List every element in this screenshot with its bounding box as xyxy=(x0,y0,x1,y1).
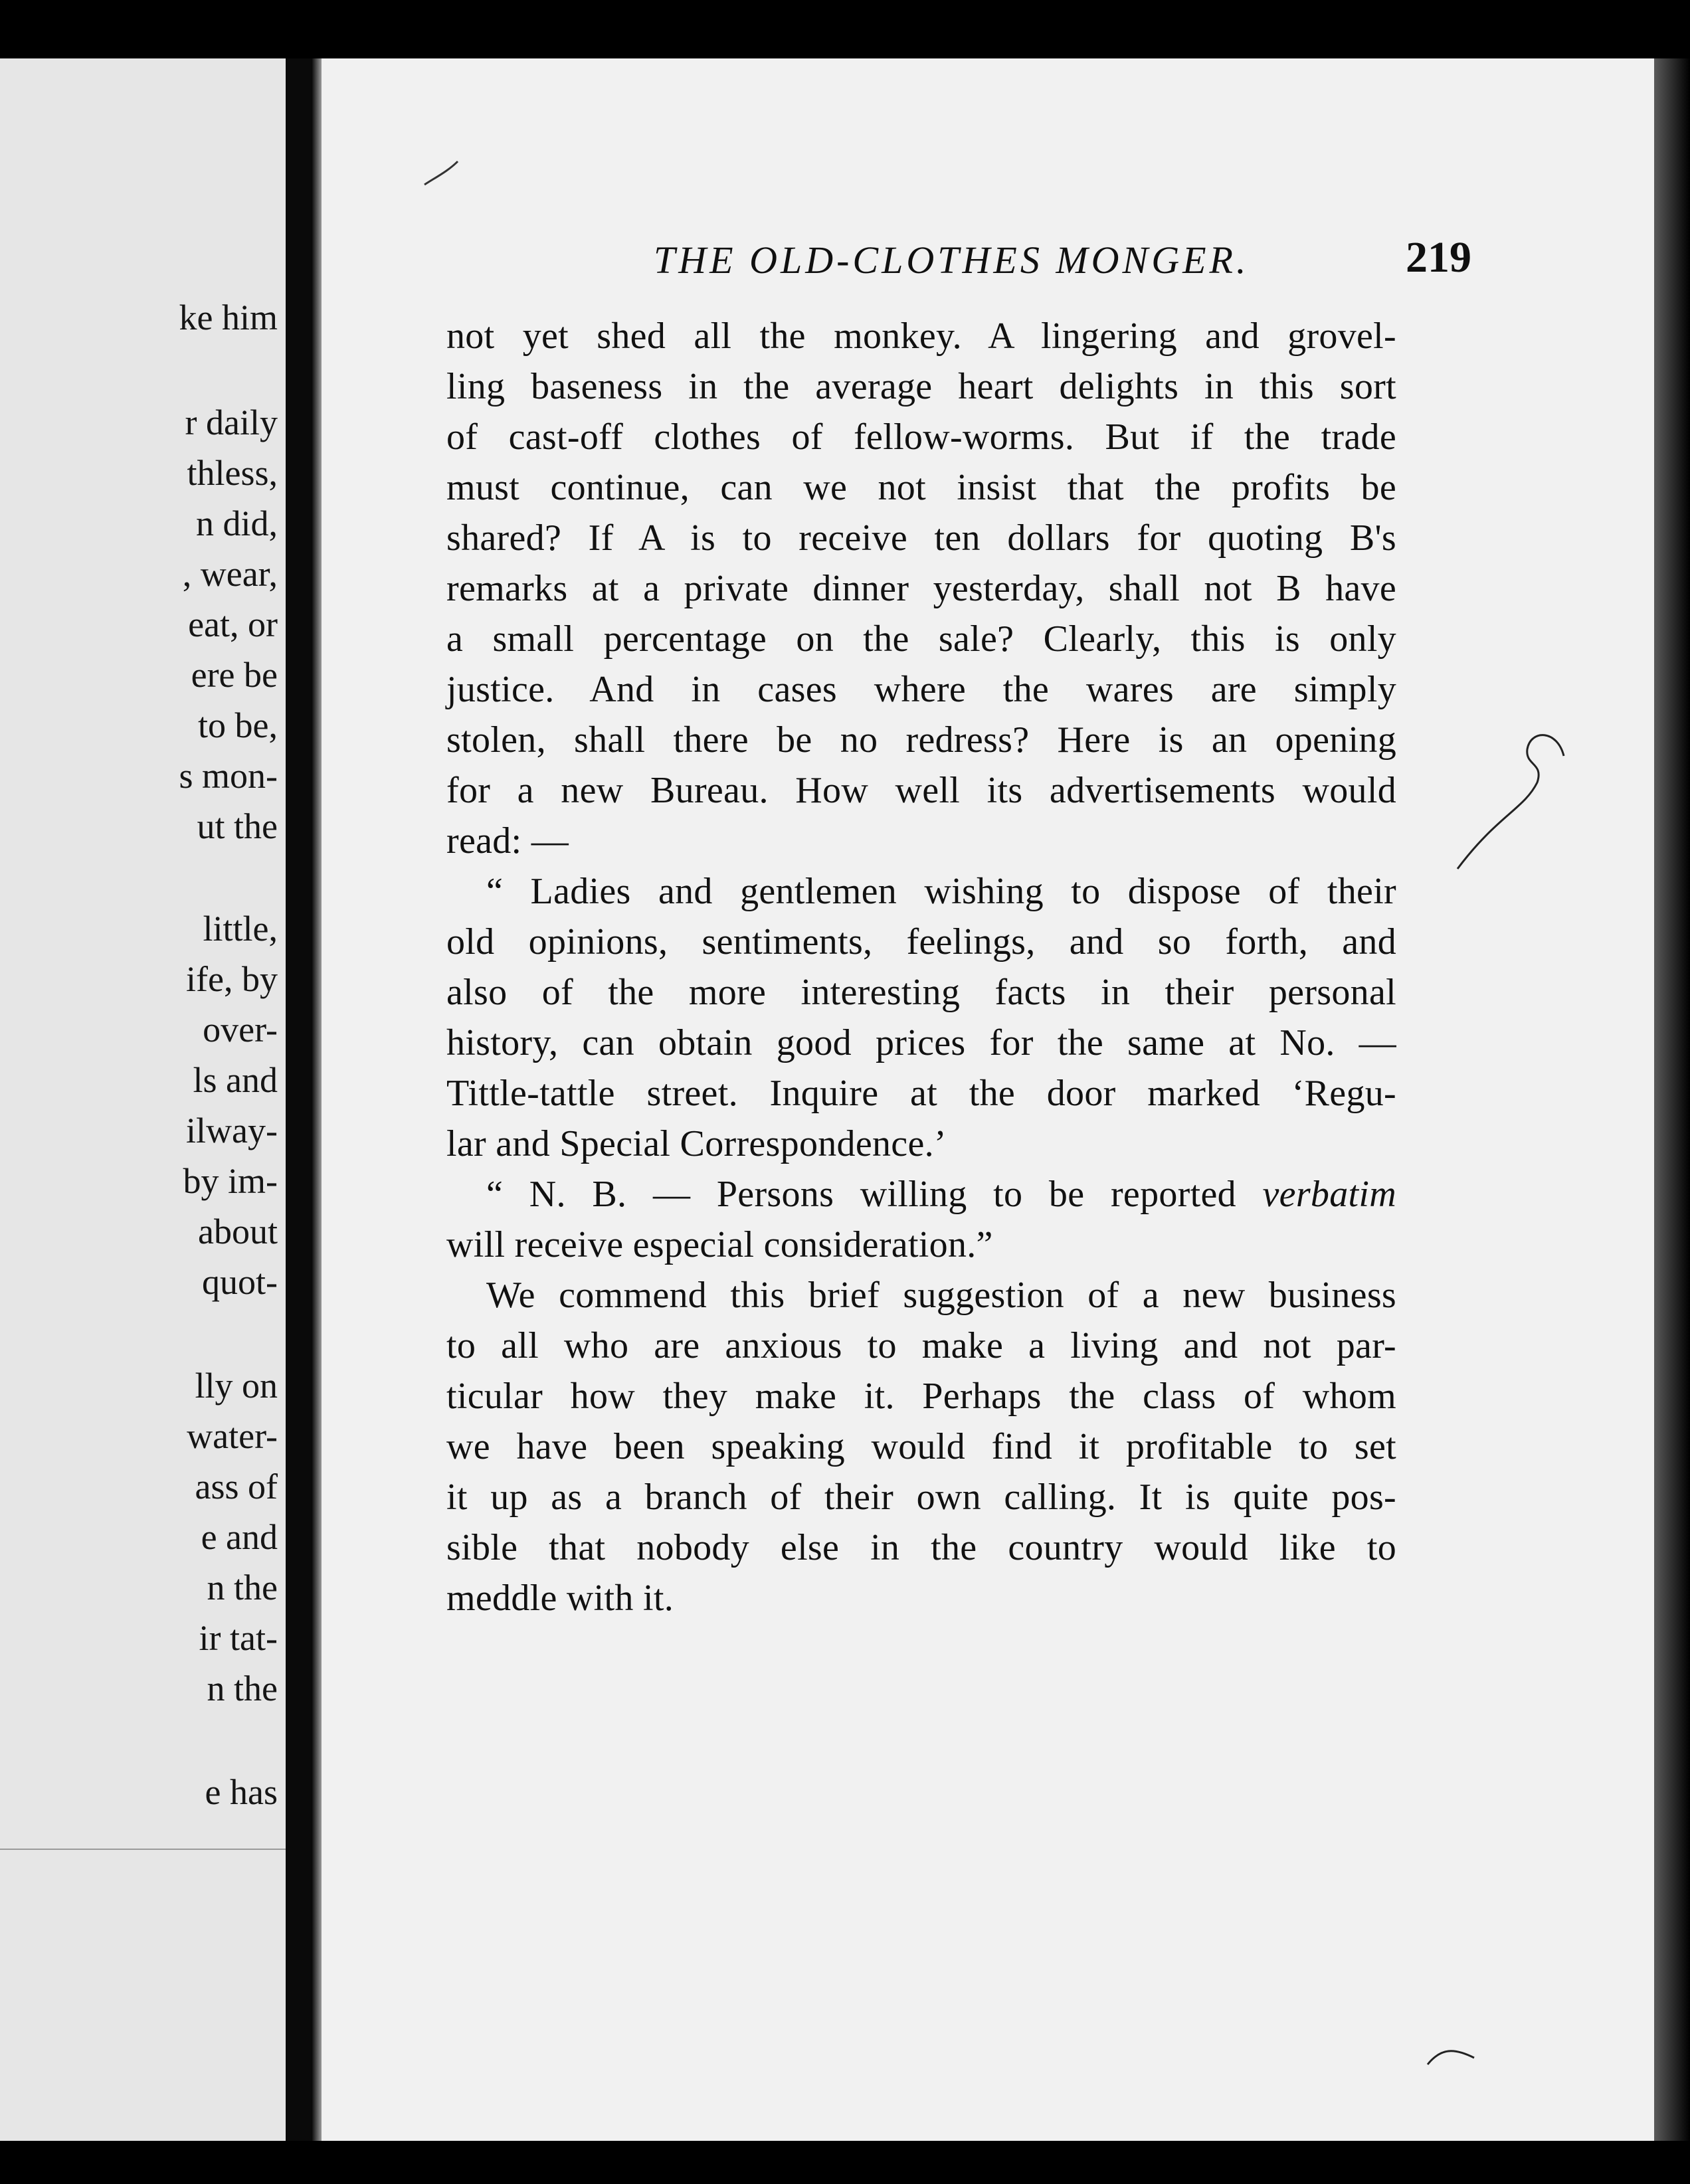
left-page-line: e has xyxy=(205,1772,278,1812)
left-page-line: ass of xyxy=(195,1467,278,1506)
text-line: We commend this brief suggestion of a new business xyxy=(486,1275,1396,1316)
text-line: meddle with it. xyxy=(446,1578,674,1619)
left-page-fragment xyxy=(0,58,286,2141)
left-page-line: e and xyxy=(201,1517,278,1557)
text-line: read: — xyxy=(446,820,569,862)
left-page-line: little, xyxy=(203,909,278,949)
quote-line: “ Ladies and gentlemen wishing to dispose of their xyxy=(486,871,1396,912)
main-page xyxy=(322,58,1654,2141)
left-page-line: about xyxy=(198,1212,278,1251)
page-number: 219 xyxy=(1406,233,1471,282)
text-line: remarks at a private dinner yesterday, shall not B have xyxy=(446,568,1396,609)
left-page-line: , wear, xyxy=(182,554,278,594)
left-page-line: ife, by xyxy=(186,959,278,999)
quote-line: lar and Special Correspondence.’ xyxy=(446,1123,947,1164)
left-page-line: ir tat- xyxy=(199,1618,278,1658)
left-page-line: n did, xyxy=(195,503,278,543)
left-page-line: n the xyxy=(207,1669,278,1708)
quote-line: also of the more interesting facts in their personal xyxy=(446,972,1396,1013)
pencil-mark xyxy=(1424,2045,1477,2071)
left-page-line: r daily xyxy=(185,403,278,442)
text-line: ticular how they make it. Perhaps the class of whom xyxy=(446,1376,1396,1417)
left-page-line: s mon- xyxy=(179,756,278,796)
left-page-line: eat, or xyxy=(188,604,278,644)
text-line: to all who are anxious to make a living and not par- xyxy=(446,1325,1396,1366)
quote-line: will receive especial consideration.” xyxy=(446,1224,993,1265)
text-line: stolen, shall there be no redress? Here is an opening xyxy=(446,719,1396,761)
quote-line: old opinions, sentiments, feelings, and so forth, and xyxy=(446,921,1396,962)
text-line: it up as a branch of their own calling. It is quite pos- xyxy=(446,1477,1396,1518)
left-page-line: quot- xyxy=(202,1262,278,1302)
text-line: we have been speaking would find it profitable to set xyxy=(446,1426,1396,1467)
text-line: shared? If A is to receive ten dollars for quoting B's xyxy=(446,517,1396,559)
text-line: ling baseness in the average heart delights in this sort xyxy=(446,366,1396,407)
left-page-line: ls and xyxy=(193,1060,278,1100)
quote-line-nb xyxy=(446,1169,1396,1220)
text-line: sible that nobody else in the country would like to xyxy=(446,1527,1396,1568)
left-page-line: thless, xyxy=(187,453,278,493)
quote-line: history, can obtain good prices for the same at No. — xyxy=(446,1022,1396,1063)
pencil-mark xyxy=(421,158,461,198)
body-text xyxy=(446,311,1396,1623)
left-page-line: to be, xyxy=(198,705,278,745)
scan-border-top xyxy=(0,0,1690,58)
left-page-line: n the xyxy=(207,1568,278,1607)
left-page-rule xyxy=(0,1849,286,1850)
nb-italic-word: verbatim xyxy=(1262,1174,1396,1215)
left-page-line: ere be xyxy=(191,655,278,695)
left-page-line: ilway- xyxy=(186,1111,278,1150)
left-page-line: lly on xyxy=(195,1366,278,1406)
left-page-line: ut the xyxy=(197,806,278,846)
left-page-line: over- xyxy=(203,1010,278,1049)
nb-text: “ N. B. — Persons willing to be reported xyxy=(486,1174,1263,1215)
scan-border-bottom xyxy=(0,2141,1690,2184)
text-line: justice. And in cases where the wares are simply xyxy=(446,669,1396,710)
quote-line: Tittle-tattle street. Inquire at the door marked ‘Regu- xyxy=(446,1073,1396,1114)
text-line: a small percentage on the sale? Clearly, this is only xyxy=(446,618,1396,660)
text-line: not yet shed all the monkey. A lingering and grovel- xyxy=(446,316,1396,357)
left-page-line: water- xyxy=(187,1416,278,1456)
running-head: THE OLD-CLOTHES MONGER. xyxy=(654,238,1250,282)
text-line: for a new Bureau. How well its advertisements would xyxy=(446,770,1396,811)
left-page-line: ke him xyxy=(179,298,278,337)
pencil-mark xyxy=(1451,656,1570,875)
page-edge-shadow xyxy=(312,58,322,2141)
left-page-line: by im- xyxy=(183,1161,278,1201)
page-edge-shadow xyxy=(1654,58,1690,2141)
text-line: of cast-off clothes of fellow-worms. But if the trade xyxy=(446,416,1396,458)
text-line: must continue, can we not insist that the profits be xyxy=(446,467,1396,508)
